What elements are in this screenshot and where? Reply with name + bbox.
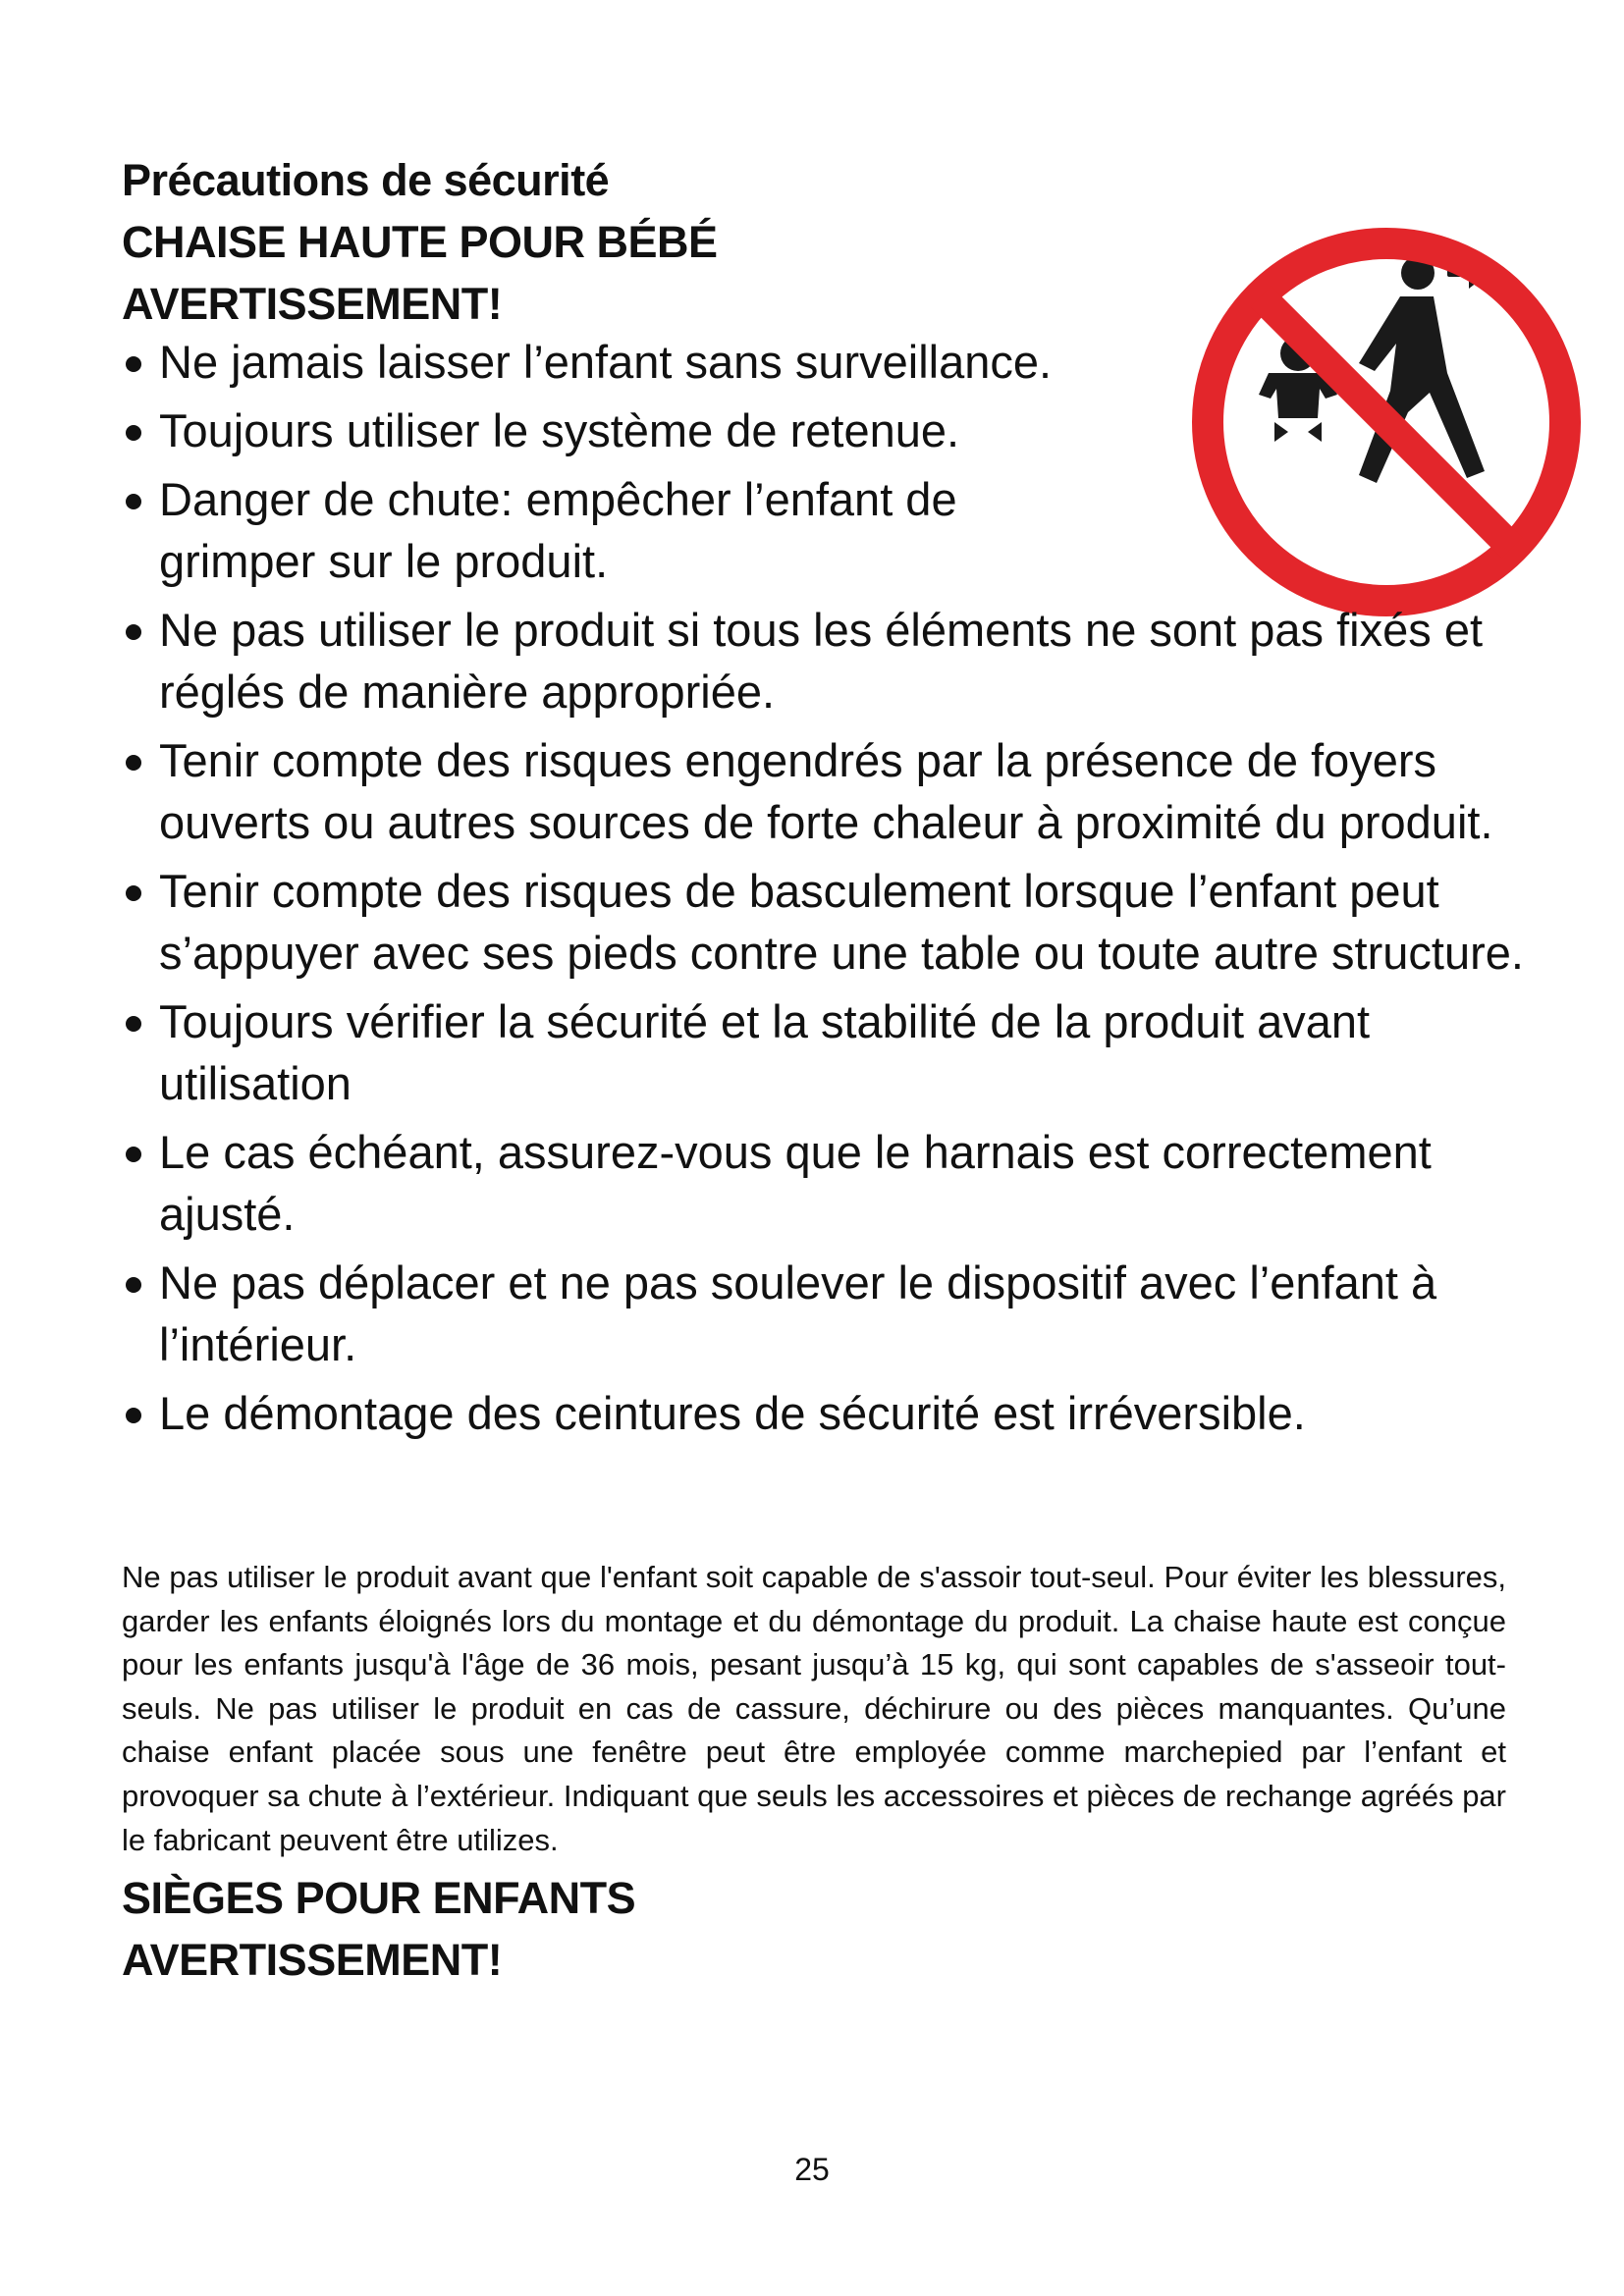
bullet-icon (126, 1408, 141, 1423)
list-item: Tenir compte des risques engendrés par la présence de foyers ouverts ou autres sources de forte chaleur à proximité du produit. (122, 729, 1536, 853)
warning-heading: AVERTISSEMENT! (122, 1935, 503, 1985)
product-title: SIÈGES POUR ENFANTS (122, 1873, 636, 1923)
bullet-icon (126, 425, 141, 441)
list-item: Tenir compte des risques de basculement lorsque l’enfant peut s’appuyer avec ses pieds contre une table ou toute autre structure. (122, 860, 1536, 984)
header-block (122, 149, 1104, 335)
list-item: Ne pas utiliser le produit si tous les éléments ne sont pas fixés et réglés de manière appropriée. (122, 599, 1536, 722)
list-item: Le démontage des ceintures de sécurité est irréversible. (122, 1382, 1536, 1444)
section-title: Précautions de sécurité (122, 155, 610, 205)
warning-heading: AVERTISSEMENT! (122, 279, 503, 329)
list-item: Ne jamais laisser l’enfant sans surveillance. (122, 331, 1121, 393)
list-item: Ne pas déplacer et ne pas soulever le dispositif avec l’enfant à l’intérieur. (122, 1252, 1536, 1375)
bullet-icon (126, 1277, 141, 1293)
page-number: 25 (794, 2152, 830, 2187)
bullet-icon (126, 885, 141, 901)
section-heading-block (122, 1867, 1104, 1991)
product-title: CHAISE HAUTE POUR BÉBÉ (122, 217, 718, 267)
bullet-icon (126, 494, 141, 509)
bullet-icon (126, 356, 141, 372)
list-item: Toujours utiliser le système de retenue. (122, 400, 1121, 461)
bullet-icon (126, 624, 141, 640)
bullet-icon (126, 1147, 141, 1162)
list-item: Toujours vérifier la sécurité et la stabilité de la produit avant utilisation (122, 990, 1536, 1114)
bullet-icon (126, 1016, 141, 1032)
list-item: Le cas échéant, assurez-vous que le harnais est correctement ajusté. (122, 1121, 1536, 1245)
bullet-icon (126, 755, 141, 771)
warning-list (122, 331, 1536, 1451)
list-item: Danger de chute: empêcher l’enfant de grimper sur le produit. (122, 468, 1121, 592)
usage-notice-paragraph: Ne pas utiliser le produit avant que l'enfant soit capable de s'assoir tout-seul. Pour éviter les blessures, garder les enfants éloignés lors du montage et du démontage du produit. La chaise haute est conçue pour les enfants jusqu'à l'âge de 36 mois, pesant jusqu’à 15 kg, qui sont capables de s'asseoir tout-seuls. Ne pas utiliser le produit en cas de cassure, déchirure ou des pièces manquantes. Qu’une chaise enfant placée sous une fenêtre peut être employée comme marchepied par l’enfant et provoquer sa chute à l’extérieur. Indiquant que seuls les accessoires et pièces de rechange agréés par le fabricant peuvent être utilizes. (122, 1560, 1506, 1857)
